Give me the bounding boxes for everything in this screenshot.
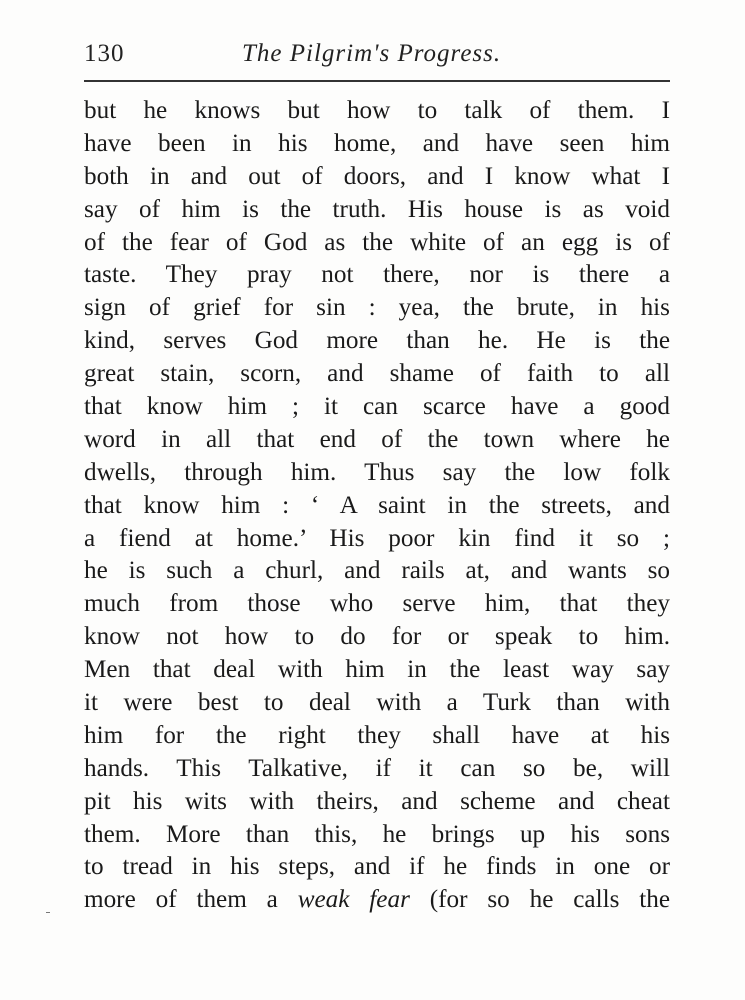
text-line: much from those who serve him, that they (84, 590, 670, 618)
text-line: sign of grief for sin : yea, the brute, in his (84, 294, 670, 322)
text-line: him for the right they shall have at his (84, 721, 670, 749)
last-line-after: (for so he calls the (429, 886, 670, 914)
text-line: taste. They pray not there, nor is there a (84, 261, 670, 289)
last-line-before: more of them a (84, 886, 278, 914)
text-line: kind, serves God more than he. He is the (84, 327, 670, 355)
text-line: both in and out of doors, and I know what I (84, 162, 670, 190)
text-line-last (84, 884, 670, 917)
text-line: say of him is the truth. His house is as void (84, 195, 670, 223)
page-header (84, 40, 670, 76)
text-line: of the fear of God as the white of an egg is of (84, 228, 670, 256)
text-line: dwells, through him. Thus say the low folk (84, 458, 670, 486)
text-line: them. More than this, he brings up his sons (84, 820, 670, 848)
text-line: have been in his home, and have seen him (84, 129, 670, 157)
body-text (84, 95, 670, 917)
text-line: know not how to do for or speak to him. (84, 623, 670, 651)
running-title: The Pilgrim's Progress. (242, 40, 502, 67)
text-line: a fiend at home.’ His poor kin find it so ; (84, 524, 670, 552)
italic-phrase: weak fear (297, 886, 410, 914)
margin-mark (46, 912, 50, 913)
text-line: pit his wits with theirs, and scheme and cheat (84, 787, 670, 815)
text-line: that know him : ‘ A saint in the streets, and (84, 491, 670, 519)
page-number: 130 (84, 40, 125, 67)
text-line: to tread in his steps, and if he finds in one or (84, 853, 670, 881)
text-line: that know him ; it can scarce have a good (84, 393, 670, 421)
text-line: Men that deal with him in the least way say (84, 656, 670, 684)
text-line: great stain, scorn, and shame of faith to all (84, 360, 670, 388)
text-line: but he knows but how to talk of them. I (84, 97, 670, 124)
text-line: word in all that end of the town where he (84, 425, 670, 453)
text-line: hands. This Talkative, if it can so be, will (84, 754, 670, 782)
text-line: it were best to deal with a Turk than with (84, 689, 670, 717)
text-line: he is such a churl, and rails at, and wants so (84, 557, 670, 585)
header-rule (84, 80, 670, 82)
